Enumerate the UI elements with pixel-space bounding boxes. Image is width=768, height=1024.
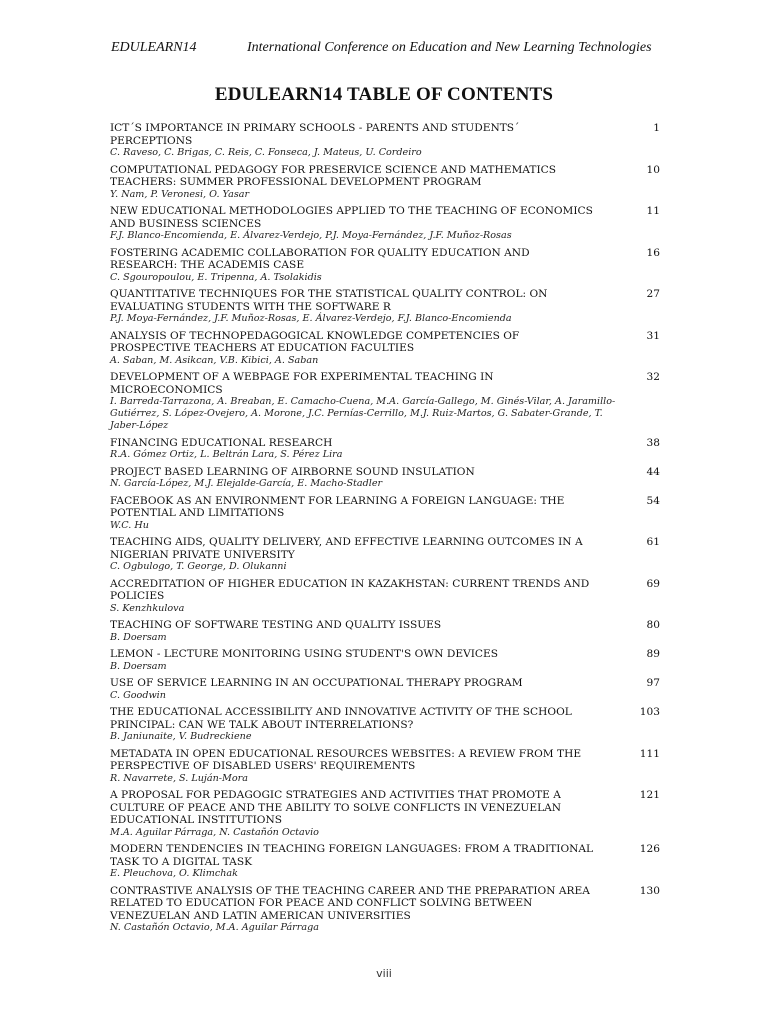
toc-entry-authors: C. Sgouropoulou, E. Tripenna, A. Tsolakidis <box>110 271 322 283</box>
toc-entry-authors: R.A. Gómez Ortiz, L. Beltrán Lara, S. Pérez Lira <box>110 449 343 460</box>
toc-entry-page-number: 126 <box>639 843 660 855</box>
toc-entry-title: PROJECT BASED LEARNING OF AIRBORNE SOUND INSULATION <box>110 465 475 478</box>
toc-entry <box>110 330 660 367</box>
header-conference-name: International Conference on Education and New Learning Technologies <box>247 40 652 55</box>
toc-entry-authors: B. Doersam <box>110 631 167 643</box>
toc-entry-page-number: 61 <box>646 536 660 548</box>
toc-entry-title: TEACHING OF SOFTWARE TESTING AND QUALITY ISSUES <box>110 619 442 631</box>
toc-entry-authors: R. Navarrete, S. Luján-Mora <box>110 772 248 784</box>
toc-entry-page-number: 1 <box>653 122 660 134</box>
toc-entry-title: ANALYSIS OF TECHNOPEDAGOGICAL KNOWLEDGE COMPETENCIES OF PROSPECTIVE TEACHERS AT EDUCATION FACULTIES <box>110 329 520 354</box>
toc-entry-page-number: 69 <box>646 577 660 590</box>
toc-entry-title: FOSTERING ACADEMIC COLLABORATION FOR QUALITY EDUCATION AND RESEARCH: THE ACADEMIS CASE <box>110 246 530 271</box>
toc-entry-title: A PROPOSAL FOR PEDAGOGIC STRATEGIES AND ACTIVITIES THAT PROMOTE A CULTURE OF PEACE AND THE ABILITY TO SOLVE CONFLICTS IN VENEZUELAN EDUCATIONAL INSTITUTIONS <box>110 789 562 826</box>
toc-entry <box>110 495 660 532</box>
toc-entry-title: COMPUTATIONAL PEDAGOGY FOR PRESERVICE SCIENCE AND MATHEMATICS TEACHERS: SUMMER PROFESSIONAL DEVELOPMENT PROGRAM <box>110 163 556 188</box>
toc-entry <box>110 843 660 880</box>
toc-entry <box>110 288 660 325</box>
toc-entry-authors: F.J. Blanco-Encomienda, E. Álvarez-Verdejo, P.J. Moya-Fernández, J.F. Muñoz-Rosas <box>110 230 512 241</box>
toc-entry-authors: C. Raveso, C. Brigas, C. Reis, C. Fonseca, J. Mateus, U. Cordeiro <box>110 147 422 158</box>
toc-entry-page-number: 27 <box>646 288 660 300</box>
toc-entry-page-number: 103 <box>639 706 660 718</box>
toc-entry <box>110 437 660 462</box>
toc-entry-title: TEACHING AIDS, QUALITY DELIVERY, AND EFFECTIVE LEARNING OUTCOMES IN A NIGERIAN PRIVATE UNIVERSITY <box>110 536 583 561</box>
toc-entry-title: USE OF SERVICE LEARNING IN AN OCCUPATIONAL THERAPY PROGRAM <box>110 677 523 689</box>
toc-entry <box>110 885 660 935</box>
toc-entry-page-number: 10 <box>646 163 660 176</box>
toc-entry-page-number: 44 <box>646 465 660 478</box>
toc-entry-authors: I. Barreda-Tarrazona, A. Breaban, E. Camacho-Cuena, M.A. García-Gallego, M. Ginés-Vilar, A. Jaramillo-Gutiérrez, S. López-Ovejero, A. Morone, J.C. Pernías-Cerrillo, M.J. Ruiz-Martos, G. Sabater-Grande, T. Jaber-López <box>110 396 616 431</box>
toc-entry-title: LEMON - LECTURE MONITORING USING STUDENT'S OWN DEVICES <box>110 648 499 660</box>
toc-entry-page-number: 11 <box>646 205 660 217</box>
toc-entry-page-number: 80 <box>646 619 660 631</box>
toc-entry <box>110 164 660 201</box>
toc-entry <box>110 648 660 673</box>
toc-entry <box>110 706 660 743</box>
toc-entry-authors: C. Ogbulogo, T. George, D. Olukanni <box>110 561 287 572</box>
toc-entry-page-number: 32 <box>646 371 660 383</box>
toc-entry-title: MODERN TENDENCIES IN TEACHING FOREIGN LANGUAGES: FROM A TRADITIONAL TASK TO A DIGITAL TASK <box>110 843 594 868</box>
page-number: viii <box>376 967 392 980</box>
toc-entry-page-number: 97 <box>646 677 660 689</box>
toc-entry-page-number: 16 <box>646 246 660 259</box>
toc-entry-authors: W.C. Hu <box>110 519 149 531</box>
toc-entry-page-number: 38 <box>646 436 660 449</box>
toc-entry-authors: C. Goodwin <box>110 689 166 701</box>
toc-entry <box>110 619 660 644</box>
toc-entry-page-number: 54 <box>646 494 660 507</box>
toc-entry-title: CONTRASTIVE ANALYSIS OF THE TEACHING CAREER AND THE PREPARATION AREA RELATED TO EDUCATION FOR PEACE AND CONFLICT SOLVING BETWEEN VENEZUELAN AND LATIN AMERICAN UNIVERSITIES <box>110 884 590 922</box>
toc-list <box>110 122 660 939</box>
toc-entry <box>110 466 660 491</box>
toc-entry <box>110 748 660 785</box>
toc-entry <box>110 371 660 432</box>
running-header <box>111 40 660 58</box>
toc-entry-authors: B. Doersam <box>110 660 167 672</box>
toc-entry-authors: A. Saban, M. Asikcan, V.B. Kibici, A. Saban <box>110 354 319 366</box>
toc-entry-title: FINANCING EDUCATIONAL RESEARCH <box>110 436 333 449</box>
toc-entry-title: NEW EDUCATIONAL METHODOLOGIES APPLIED TO THE TEACHING OF ECONOMICS AND BUSINESS SCIENCES <box>110 205 593 230</box>
toc-entry-title: DEVELOPMENT OF A WEBPAGE FOR EXPERIMENTAL TEACHING IN MICROECONOMICS <box>110 371 494 396</box>
toc-entry-page-number: 130 <box>639 884 660 897</box>
toc-entry-authors: N. García-López, M.J. Elejalde-García, E. Macho-Stadler <box>110 478 383 489</box>
toc-entry-authors: N. Castañón Octavio, M.A. Aguilar Párraga <box>110 922 319 933</box>
toc-entry <box>110 205 660 242</box>
toc-entry-title: ACCREDITATION OF HIGHER EDUCATION IN KAZAKHSTAN: CURRENT TRENDS AND POLICIES <box>110 577 590 602</box>
toc-entry-authors: P.J. Moya-Fernández, J.F. Muñoz-Rosas, E. Álvarez-Verdejo, F.J. Blanco-Encomienda <box>110 313 512 324</box>
toc-entry-authors: M.A. Aguilar Párraga, N. Castañón Octavio <box>110 826 319 838</box>
toc-entry <box>110 122 660 159</box>
toc-entry <box>110 578 660 615</box>
page-title: EDULEARN14 TABLE OF CONTENTS <box>214 84 554 105</box>
toc-entry-title: ICT´S IMPORTANCE IN PRIMARY SCHOOLS - PARENTS AND STUDENTS´ PERCEPTIONS <box>110 122 520 147</box>
toc-entry-title: METADATA IN OPEN EDUCATIONAL RESOURCES WEBSITES: A REVIEW FROM THE PERSPECTIVE OF DISABLED USERS' REQUIREMENTS <box>110 747 582 772</box>
toc-entry <box>110 677 660 702</box>
toc-entry-title: QUANTITATIVE TECHNIQUES FOR THE STATISTICAL QUALITY CONTROL: ON EVALUATING STUDENTS WITH THE SOFTWARE R <box>110 288 548 313</box>
toc-entry-page-number: 31 <box>646 329 660 342</box>
toc-entry-page-number: 121 <box>639 789 660 801</box>
header-conference-code: EDULEARN14 <box>111 40 197 55</box>
toc-entry <box>110 789 660 839</box>
toc-entry-title: FACEBOOK AS AN ENVIRONMENT FOR LEARNING A FOREIGN LANGUAGE: THE POTENTIAL AND LIMITATIONS <box>110 494 565 519</box>
toc-entry-authors: Y. Nam, P. Veronesi, O. Yasar <box>110 188 250 200</box>
toc-entry-authors: E. Pleuchova, O. Klimchak <box>110 868 238 879</box>
toc-entry-authors: B. Janiunaite, V. Budreckiene <box>110 731 252 742</box>
toc-entry-page-number: 111 <box>639 747 660 760</box>
toc-entry <box>110 536 660 573</box>
toc-entry-authors: S. Kenzhkulova <box>110 602 185 614</box>
toc-entry-title: THE EDUCATIONAL ACCESSIBILITY AND INNOVATIVE ACTIVITY OF THE SCHOOL PRINCIPAL: CAN WE TALK ABOUT INTERRELATIONS? <box>110 706 572 731</box>
toc-entry <box>110 247 660 284</box>
toc-entry-page-number: 89 <box>646 648 660 660</box>
